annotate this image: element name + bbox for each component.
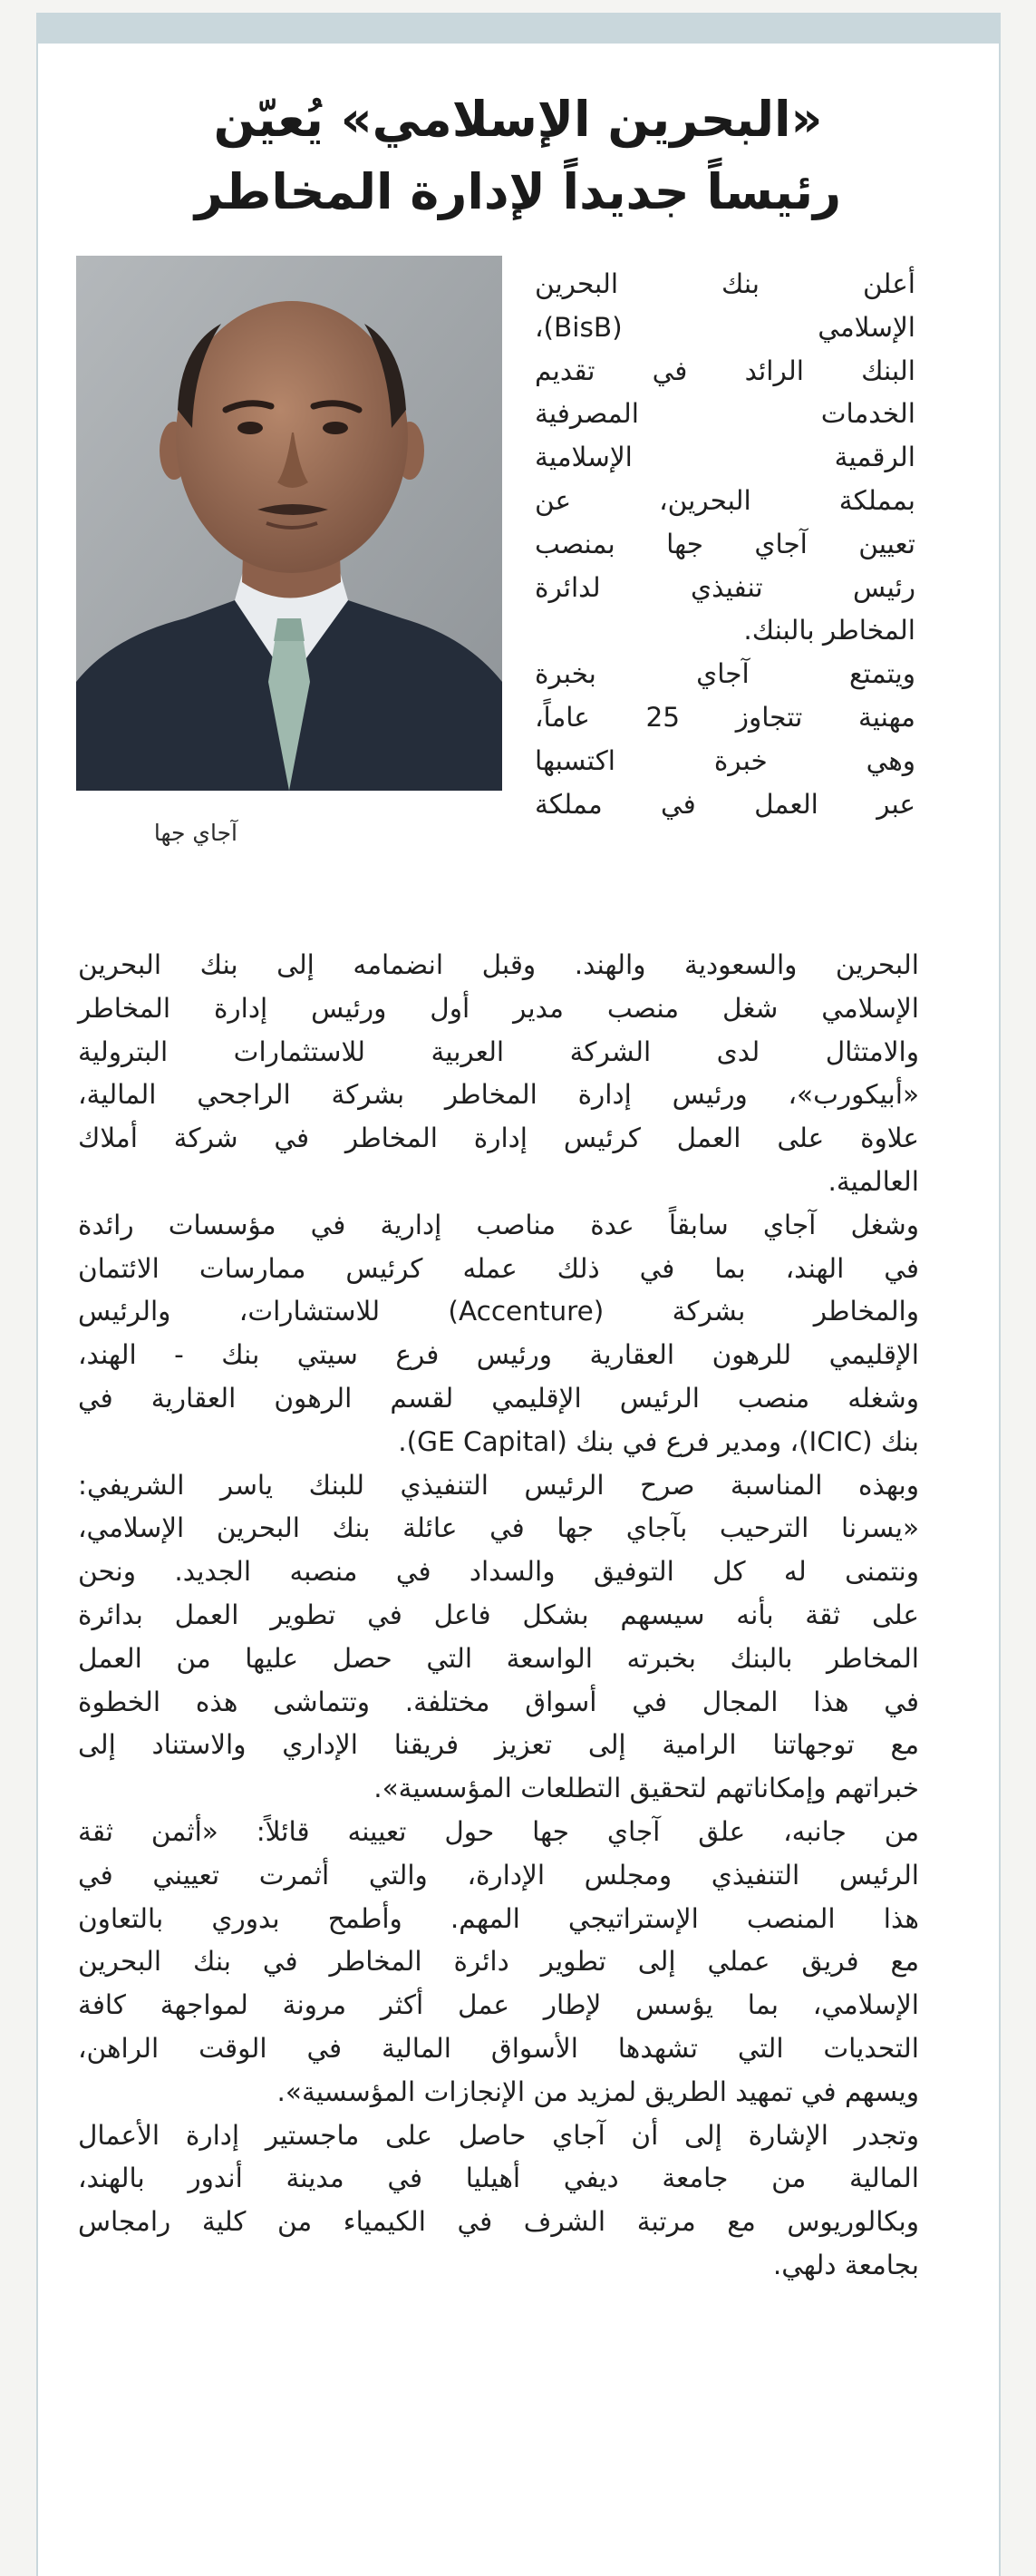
text-line: التحديات التي تشهدها الأسواق المالية في الوقت الراهن،: [78, 2032, 919, 2064]
text-line: أعلن بنك البحرين: [535, 268, 915, 299]
text-line: المالية من جامعة ديفي أهيليا في مدينة أندور بالهند،: [78, 2163, 919, 2194]
text-line: العالمية.: [828, 1165, 919, 1197]
text-line: الإسلامي شغل منصب مدير أول ورئيس إدارة المخاطر: [78, 992, 919, 1024]
text-line: وشغله منصب الرئيس الإقليمي لقسم الرهون العقارية في: [78, 1382, 919, 1414]
portrait-illustration: [76, 256, 502, 791]
text-line: رئيس تنفيذي لدائرة: [535, 571, 915, 603]
text-line: الخدمات المصرفية: [535, 398, 915, 430]
text-line: في الهند، بما في ذلك عمله كرئيس ممارسات الائتمان: [78, 1252, 919, 1284]
text-line: وبهذه المناسبة صرح الرئيس التنفيذي للبنك ياسر الشريفي:: [78, 1469, 919, 1501]
headline-line-2: رئيساً جديداً لإدارة المخاطر: [194, 163, 842, 220]
text-line: مع توجهاتنا الرامية إلى تعزيز فريقنا الإداري والاستناد إلى: [78, 1729, 919, 1761]
headline-line-1: «البحرين الإسلامي» يُعيّن: [213, 91, 823, 148]
text-line: تعيين آجاي جها بمنصب: [535, 528, 915, 559]
text-line: بنك (ICIC)، ومدير فرع في بنك (GE Capital).: [398, 1425, 919, 1457]
text-line: وتجدر الإشارة إلى أن آجاي حاصل على ماجستير إدارة الأعمال: [78, 2119, 919, 2151]
text-line: من جانبه، علق آجاي جها حول تعيينه قائلاً: «أثمن ثقة: [78, 1815, 919, 1847]
text-line: والامتثال لدى الشركة العربية للاستثمارات البترولية: [78, 1035, 919, 1067]
text-line: ونتمنى له كل التوفيق والسداد في منصبه الجديد. ونحن: [78, 1556, 919, 1588]
text-line: الرقمية الإسلامية: [535, 442, 915, 473]
text-line: «يسرنا الترحيب بآجاي جها في عائلة بنك البحرين الإسلامي،: [78, 1512, 919, 1544]
text-line: الإسلامي، بما يؤسس لإطار عمل أكثر مرونة لمواجهة كافة: [78, 1989, 919, 2021]
text-line: هذا المنصب الإستراتيجي المهم. وأطمح بدوري بالتعاون: [78, 1902, 919, 1934]
text-line: والمخاطر بشركة (Accenture) للاستشارات، والرئيس: [78, 1296, 919, 1327]
photo-caption: آجاي جها: [153, 820, 237, 846]
text-line: الإسلامي (BisB)،: [535, 311, 915, 343]
text-line: ويسهم في تمهيد الطريق لمزيد من الإنجازات المؤسسية».: [276, 2075, 919, 2107]
text-line: المخاطر بالبنك.: [743, 615, 915, 646]
portrait-photo: [76, 256, 502, 791]
text-line: ويتمتع آجاي بخبرة: [535, 658, 915, 690]
text-line: في هذا المجال في أسواق مختلفة. وتتماشى هذه الخطوة: [78, 1686, 919, 1717]
text-line: المخاطر بالبنك بخبرته الواسعة التي حصل عليها من العمل: [78, 1642, 919, 1674]
text-line: البنك الرائد في تقديم: [535, 355, 915, 386]
article-body: [78, 944, 919, 2288]
text-line: البحرين والسعودية والهند. وقبل انضمامه إلى بنك البحرين: [78, 949, 919, 980]
headline: [54, 83, 982, 228]
text-line: الرئيس التنفيذي ومجلس الإدارة، والتي أثمرت تعييني في: [78, 1859, 919, 1891]
text-line: وبكالوريوس مع مرتبة الشرف في الكيمياء من كلية رامجاس: [78, 2206, 919, 2238]
text-line: مع فريق عملي إلى تطوير دائرة المخاطر في بنك البحرين: [78, 1946, 919, 1978]
top-color-bar: [36, 13, 1001, 44]
text-line: وهي خبرة اكتسبها: [535, 744, 915, 776]
text-line: «أبيكورب»، ورئيس إدارة المخاطر بشركة الراجحي المالية،: [78, 1079, 919, 1111]
text-line: خبراتهم وإمكاناتهم لتحقيق التطلعات المؤسسية».: [373, 1773, 919, 1804]
text-line: علاوة على العمل كرئيس إدارة المخاطر في شركة أملاك: [78, 1123, 919, 1154]
text-line: على ثقة بأنه سيسهم بشكل فاعل في تطوير العمل بدائرة: [78, 1599, 919, 1630]
text-line: بجامعة دلهي.: [772, 2249, 919, 2280]
text-line: وشغل آجاي سابقاً عدة مناصب إدارية في مؤسسات رائدة: [78, 1209, 919, 1240]
text-line: الإقليمي للرهون العقارية ورئيس فرع سيتي بنك - الهند،: [78, 1339, 919, 1371]
article-intro-column: [535, 263, 915, 826]
text-line: عبر العمل في مملكة: [535, 788, 915, 820]
text-line: بمملكة البحرين، عن: [535, 484, 915, 516]
text-line: مهنية تتجاوز 25 عاماً،: [535, 701, 915, 733]
